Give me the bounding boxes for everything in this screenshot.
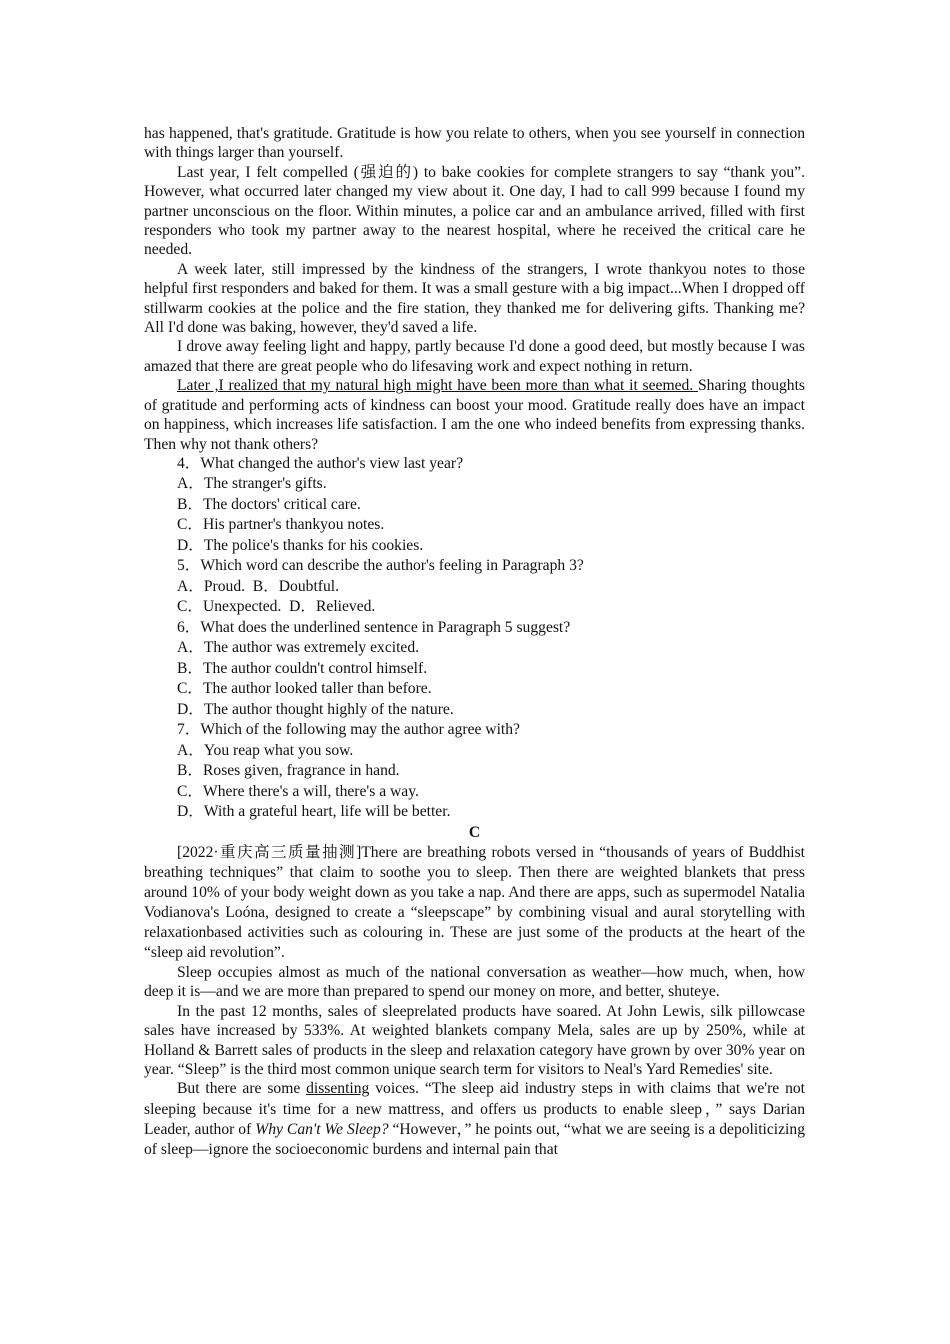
option: C．The author looked taller than before.	[177, 680, 432, 698]
option: C．His partner's thankyou notes.	[177, 516, 385, 534]
option: B．The author couldn't control himself.	[177, 659, 428, 677]
question-stem: 6．What does the underlined sentence in Paragraph 5 suggest?	[177, 618, 571, 636]
paragraph: A week later, still impressed by the kindness of the strangers, I wrote thankyou notes to those helpful first responders and baked for them. It was a small gesture with a big impact...When I dropped off stillwarm cookies at the police and the fire station, they thanked me for delivering gifts. Thanking me? All I'd done was baking, however, they'd saved a life.	[144, 260, 805, 337]
question-list	[144, 454, 805, 823]
option: A．Proud. B．Doubtful.	[177, 577, 340, 595]
paragraph: In the past 12 months, sales of sleeprelated products have soared. At John Lewis, silk pillowcase sales have increased by 533%. At weighted blankets company Mela, sales are up by 250%, while at Holland & Barrett sales of products in the sleep and relaxation category have grown by over 30% year on year. “Sleep” is the third most common unique search term for visitors to Neal's Yard Remedies' site.	[144, 1002, 805, 1078]
option: D．The police's thanks for his cookies.	[177, 536, 424, 554]
option: A．You reap what you sow.	[177, 741, 354, 759]
underlined-word: dissenting	[306, 1080, 370, 1098]
paragraph: has happened, that's gratitude. Gratitude is how you relate to others, when you see yourself in connection with things larger than yourself.	[144, 125, 805, 162]
option: B．The doctors' critical care.	[177, 495, 361, 513]
option: D．With a grateful heart, life will be better.	[177, 803, 451, 821]
paragraph: Last year, I felt compelled (强迫的) to bake cookies for complete strangers to say “thank you”. However, what occurred later changed my view about it. One day, I had to call 999 because I found my partner unconscious on the floor. Within minutes, a police car and an ambulance arrived, filled with first responders who took my partner away to the nearest hospital, where he received the critical care he needed.	[144, 163, 805, 259]
section-heading: C	[468, 823, 481, 841]
paragraph-text: Sharing thoughts of gratitude and performing acts of kindness can boost your mood. Gratitude really does have an impact on happiness, which increases life satisfaction. I am the one who indeed benefits from expressing thanks. Then why not thank others?	[144, 377, 805, 453]
option: C．Where there's a will, there's a way.	[177, 782, 419, 800]
question-stem: 5．Which word can describe the author's feeling in Paragraph 3?	[177, 557, 584, 575]
book-title: Why Can't We Sleep?	[255, 1120, 389, 1138]
document-page	[144, 124, 805, 1161]
question-stem: 4．What changed the author's view last year?	[177, 454, 463, 472]
option: A．The author was extremely excited.	[177, 639, 420, 657]
paragraph	[144, 1079, 805, 1160]
paragraph	[144, 376, 805, 454]
option: D．The author thought highly of the nature.	[177, 700, 454, 718]
paragraph: I drove away feeling light and happy, partly because I'd done a good deed, but mostly because I was amazed that there are great people who do lifesaving work and expect nothing in return.	[144, 338, 805, 375]
option: C．Unexpected. D．Relieved.	[177, 598, 376, 616]
paragraph: [2022·重庆高三质量抽测]There are breathing robots versed in “thousands of years of Buddhist breathing techniques” that claim to soothe you to sleep. Then there are weighted blankets that press around 10% of your body weight down as you take a nap. And there are apps, such as supermodel Natalia Vodianova's Loóna, designed to create a “sleepscape” by combining visual and aural storytelling with relaxationbased activities such as colouring in. These are just some of the products at the heart of the “sleep aid revolution”.	[144, 843, 805, 961]
option: A．The stranger's gifts.	[177, 475, 327, 493]
underlined-sentence: Later ,I realized that my natural high might have been more than what it seemed.	[177, 377, 698, 395]
option: B．Roses given, fragrance in hand.	[177, 762, 400, 780]
question-stem: 7．Which of the following may the author agree with?	[177, 721, 520, 739]
paragraph-text: “However，” he points out, “what we are seeing is a depoliticizing of sleep—ignore the socioeconomic burdens and internal pain that	[144, 1120, 805, 1159]
paragraph: Sleep occupies almost as much of the national conversation as weather—how much, when, how deep it is—and we are more than prepared to spend our money on more, and better, shuteye.	[144, 963, 805, 1001]
paragraph-text: voices. “The sleep aid industry steps in with claims that we're not sleeping because it's time for a new mattress, and offers us products to enable sleep，” says Darian Leader, author of	[144, 1080, 805, 1138]
paragraph-text: But there are some	[177, 1080, 307, 1098]
